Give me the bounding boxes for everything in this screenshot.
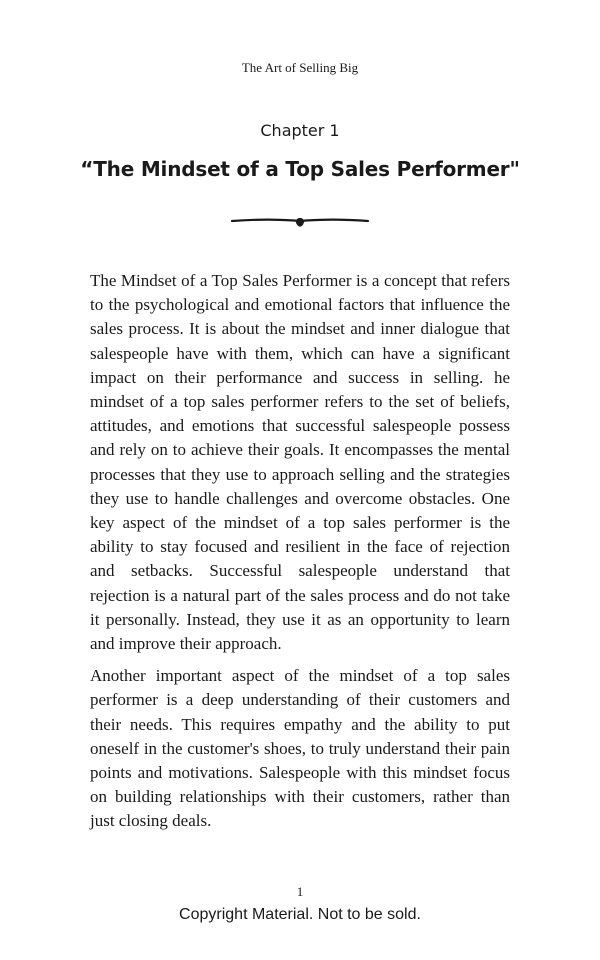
chapter-title: “The Mindset of a Top Sales Performer"	[80, 157, 520, 181]
paragraph-1: The Mindset of a Top Sales Performer is a concept that refers to the psychological and emotional factors that influence the sales process. It is about the mindset and inner dialogue that salespeople have with them, which can have a significant impact on their performance and success in selling. he mindset of a top sales performer refers to the set of beliefs, attitudes, and emotions that successful salespeople possess and rely on to achieve their goals. It encompasses the mental processes that they use to approach selling and the strategies they use to handle challenges and overcome obstacles. One key aspect of the mindset of a top sales performer is the ability to stay focused and resilient in the face of rejection and setbacks. Successful salespeople understand that rejection is a natural part of the sales process and do not take it personally. Instead, they use it as an opportunity to learn and improve their approach.	[90, 271, 510, 654]
paragraph-2: Another important aspect of the mindset of a top sales performer is a deep understanding of their customers and their needs. This requires empathy and the ability to put oneself in the customer's shoes, to truly understand their pain points and motivations. Salespeople with this mindset focus on building relationships with their customers, rather than just closing deals.	[90, 666, 510, 831]
page-number: 1	[296, 884, 304, 899]
running-header: The Art of Selling Big	[241, 60, 359, 75]
divider-ornament-icon	[230, 209, 370, 233]
copyright-notice: Copyright Material. Not to be sold.	[179, 906, 421, 923]
body-text	[90, 269, 510, 842]
chapter-label: Chapter 1	[260, 121, 340, 140]
